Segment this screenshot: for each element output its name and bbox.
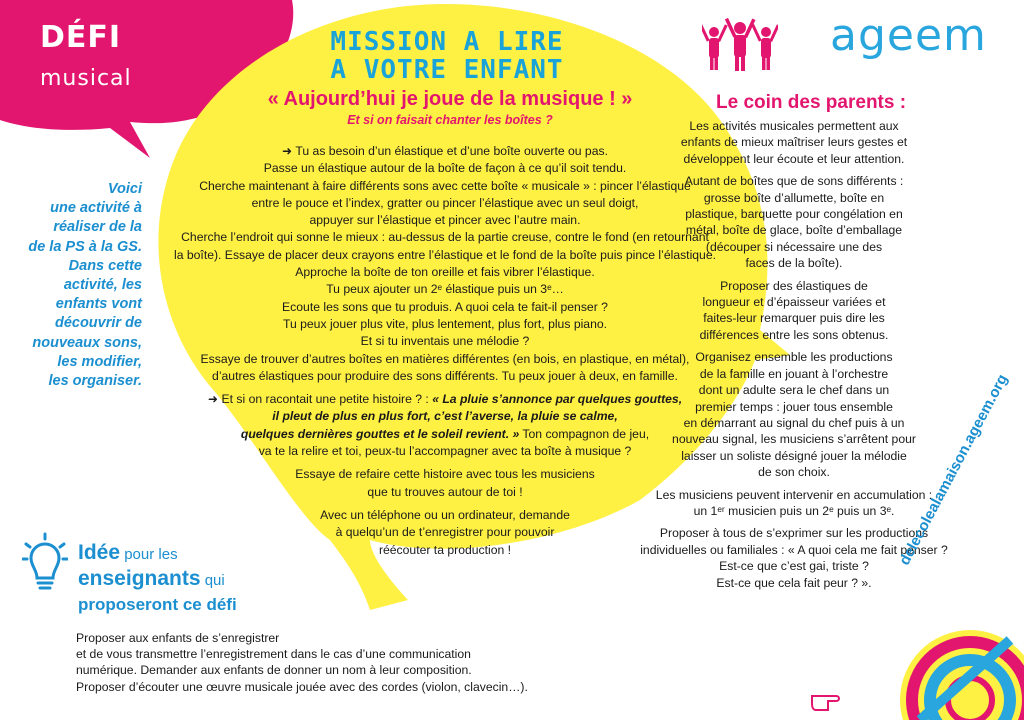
parents-paragraph-2: Autant de boîtes que de sons différents : grosse boîte d’allumette, boîte en plastique, barquette pour congélation en métal, boîte de glace, boîte d’emballage (découper si nécessaire une des faces de la boîte). (684, 174, 904, 271)
story-paragraph-4: Avec un téléphone ou un ordinateur, demande à quelqu’un de t’enregistrer pour pouvoir réécouter ta production ! (320, 507, 570, 557)
idee-title: Idée pour les enseignants qui proposeront ce défi (78, 541, 237, 614)
story-paragraph-2: ➜ Et si on racontait une petite histoire ? : « La pluie s’annonce par quelques gouttes, il pleut de plus en plus fort, c’est l’averse, la pluie se calme, quelques dernières gouttes et le soleil revient. » Ton compagnon de jeu, va te la relire et toi, peux-tu l’accompagner avec ta boîte à musique ? (207, 392, 683, 459)
parents-paragraph-4: Organisez ensemble les productions de la famille en jouant à l’orchestre dont un adulte sera le chef dans un premier temps : jouer tous ensemble en démarrant au signal du chef puis à un nouveau signal, les musiciens s’arrêtent pour laisser un soliste désigné jouer la mélodie de son choix. (672, 350, 916, 480)
people-icon (702, 14, 778, 74)
lightbulb-icon (22, 532, 68, 592)
mission-line-1: MISSION A LIRE (330, 27, 564, 57)
story-paragraph-3: Essaye de refaire cette histoire avec tous les musiciens que tu trouves autour de toi ! (295, 467, 595, 499)
pointing-hand-icon (810, 688, 846, 712)
parents-paragraph-3: Proposer des élastiques de longueur et d’épaisseur variées et faites-leur remarquer puis dire les différences entre les sons obtenus. (699, 278, 889, 342)
parents-paragraph-1: Les activités musicales permettent aux enfants de mieux maîtriser leurs gestes et développent leur écoute et leur attention. (680, 119, 908, 166)
website-url[interactable]: delecolealamaison.ageem.org (896, 371, 1012, 568)
defi-title: DÉFI (40, 20, 122, 55)
story-paragraph-1: ➜ Tu as besoin d’un élastique et d’une boîte ouverte ou pas. Passe un élastique autour de la boîte de façon à ce qu’il soit tendu. Cherche maintenant à faire différents sons avec cette boîte « musicale » : pincer l’élastique entre le pouce et l’index, gratter ou pincer l’élastique avec un seul doigt, appuyer sur l’élastique et pincer avec l’autre main. Cherche l’endroit qui sonne le mieux : au-dessus de la partie creuse, contre le fond (en retournant la boîte). Essaye de placer deux crayons entre l’élastique et le fond de la boîte puis pince l’élastique. Approche la boîte de ton oreille et fais vibrer l’élastique. Tu peux ajouter un 2ᵉ élastique puis un 3ᵉ… Ecoute les sons que tu produis. A quoi cela te fait-il penser ? Tu peux jouer plus vite, plus lentement, plus fort, plus piano. Et si tu inventais une mélodie ? Essaye de trouver d’autres boîtes en matières différentes (en bois, en plastique, en métal), d’autres élastiques pour produire des sons différents. Tu peux jouer à deux, en famille. (174, 144, 716, 383)
ageem-logo: ageem (830, 10, 987, 61)
defi-subtitle: musical (40, 66, 132, 91)
mission-title: « Aujourd’hui je joue de la musique ! » (267, 88, 633, 110)
mission-subtitle: Et si on faisait chanter les boîtes ? (347, 113, 553, 127)
parents-title: Le coin des parents : (716, 92, 907, 113)
parents-paragraph-6: Proposer à tous de s’exprimer sur les productions individuelles ou familiales : « A quoi cela me fait penser ? Est-ce que c’est gai, triste ? Est-ce que cela fait peur ? ». (640, 526, 948, 590)
idee-text: Proposer aux enfants de s’enregistrer et de vous transmettre l’enregistrement dans le cas d’une communication numérique. Demander aux enfants de donner un nom à leur composition. Proposer d’écouter une œuvre musicale jouée avec des cordes (violon, clavecin…). (76, 631, 528, 694)
parents-paragraph-5: Les musiciens peuvent intervenir en accumulation : un 1ᵉʳ musicien puis un 2ᵉ puis un 3ᵉ. (655, 487, 933, 518)
mission-line-2: A VOTRE ENFANT (330, 55, 564, 85)
ageem-circles-logo (860, 600, 1024, 720)
voici-intro: Voici une activité à réaliser de la de la PS à la GS. Dans cette activité, les enfants vont découvrir de nouveaux sons, les modifier, les organiser. (28, 181, 142, 390)
